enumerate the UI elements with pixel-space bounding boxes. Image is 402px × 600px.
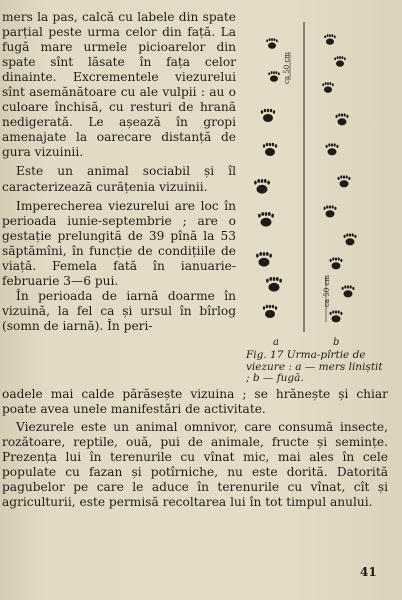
footprint-illustration [240, 22, 390, 342]
paw-print-icon [322, 82, 334, 93]
paw-print-icon [258, 212, 274, 227]
paragraph-3: Imperecherea viezurelui are loc în perioada iunie-septembrie ; are o gestație prelungită de 39 pînă la 53 săptămîni, în funcție de condițiile de viață. Femela fată în ianuarie-februarie 3—6 pui. [2, 198, 236, 288]
paragraph-1: mers la pas, calcă cu labele din spate parțial peste urma celor din față. La fugă mare urmele picioarelor din spate sînt lăsate în fața celor dinainte. Excrementele viezurelui sînt asemănătoare cu ale vulpii : au o culoare închisă, cu resturi de hrană nedigerată. Le așează în gropi amenajate la oarecare distanță de gura vizuinii. [2, 10, 236, 160]
paw-print-icon [344, 233, 357, 245]
paw-print-icon [330, 257, 343, 269]
scale-label-1: ca 50 cm [283, 52, 291, 85]
paw-print-icon [334, 56, 346, 67]
paragraph-5: oadele mai calde părăsește vizuina ; se hrănește și chiar poate avea unele manifestări de activitate. [2, 387, 388, 417]
paw-print-icon [330, 310, 343, 322]
paw-print-icon [338, 175, 351, 187]
paragraph-4: În perioada de iarnă doarme în vizuină, la fel ca și ursul în bîrlog (somn de iarnă). În peri- [2, 288, 236, 333]
paw-print-icon [324, 205, 337, 217]
paw-print-icon [256, 252, 272, 267]
paw-print-icon [324, 34, 336, 45]
text-column [2, 10, 236, 334]
paw-print-icon [268, 71, 280, 82]
paw-print-icon [266, 277, 282, 292]
paw-print-icon [326, 143, 339, 155]
paragraph-6: Viezurele este un animal omnivor, care consumă insecte, rozătoare, reptile, ouă, pui de animale, fructe și semințe. Prezența lui în terenurile cu vînat mic, mai ales în cele populate cu fazan și potîrniche, nu este dorită. Datorită pagubelor pe care le aduce în terenurile cu vînat, cît și agriculturii, este permisă recoltarea lui în tot timpul anului. [2, 420, 388, 510]
paw-print-icon [266, 38, 278, 49]
paw-print-icon [263, 143, 277, 156]
paragraph-2: Este un animal sociabil și îl caracterizează curățenia vizuinii. [2, 164, 236, 194]
paw-print-icon [261, 109, 275, 122]
track-figure [240, 22, 390, 342]
paw-print-icon [336, 113, 349, 125]
paw-print-icon [263, 305, 277, 318]
label-b: b [333, 337, 340, 348]
full-width-text [2, 387, 388, 510]
paw-print-icon [254, 179, 270, 194]
label-a: a [273, 337, 279, 348]
page-number: 41 [360, 565, 377, 579]
figure-caption: Fig. 17 Urma-pîrtie de viezure : a — mers liniștit ; b — fugă. [246, 349, 383, 385]
paw-print-icon [342, 285, 355, 297]
scale-label-2: ca 50 cm [323, 275, 331, 308]
